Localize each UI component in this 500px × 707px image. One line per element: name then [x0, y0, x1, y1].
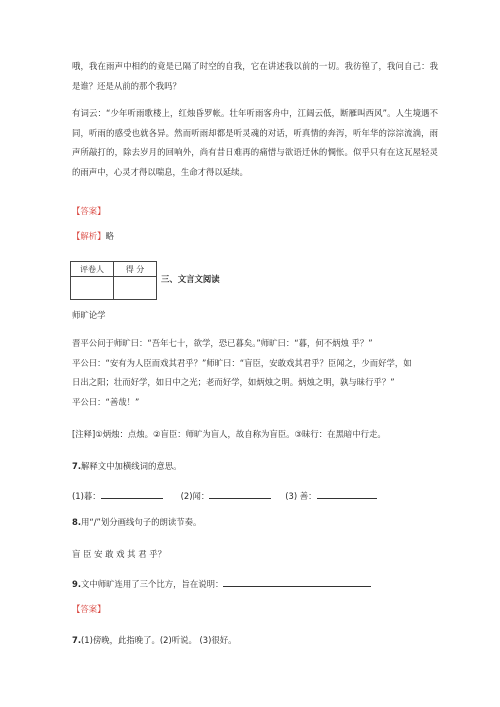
question-8-sentence: 盲 臣 安 敢 戏 其 君 乎？ — [72, 549, 167, 559]
q7-item-1-blank[interactable] — [101, 490, 163, 499]
q7-item-3-label: (3) 善： — [285, 491, 317, 501]
analysis-text: 略 — [105, 231, 114, 241]
classical-line-4: 平公曰：“善哉！” — [72, 397, 140, 407]
notes-line: [注释]①炳烛：点烛。②盲臣：师旷为盲人，故自称为盲臣。③昧行：在黑暗中行走。 — [72, 429, 386, 439]
question-9-blank[interactable] — [223, 578, 371, 587]
question-7 — [72, 461, 182, 472]
answer-label: 【答案】 — [72, 206, 106, 216]
section-title: 三、文言文阅读 — [161, 274, 220, 284]
q7-item-1-label: (1)暮： — [72, 491, 101, 501]
passage-paragraph-2: 有词云：“少年听雨歌楼上，红烛昏罗帐。壮年听雨客舟中，江阔云低，断雁叫西风”。人生境遇不同，听雨的感受也就各异。然而听雨却都是听灵魂的对话，听真情的奔泻，听年华的淙淙流淌，雨声所敲打的，除去岁月的回响外，尚有昔日难再的痛惜与欲语迁休的惆怅。似乎只有在这瓦屋轻灵的雨声中，心灵才得以喘息，生命才得以延续。 — [72, 108, 438, 177]
question-7-number: 7. — [72, 461, 82, 471]
score-table-score-cell — [114, 277, 157, 300]
analysis-label: 【解析】 — [72, 231, 106, 241]
classical-line-3: 日出之阳；壮而好学，如日中之光；老而好学，如炳烛之明。炳烛之明，孰与昧行乎？” — [72, 377, 395, 387]
question-7-items — [72, 490, 377, 502]
answer-7 — [72, 635, 237, 646]
q7-item-2-blank[interactable] — [209, 490, 271, 499]
question-8 — [72, 517, 201, 528]
question-8-text: 用“/”划分画线句子的朗读节奏。 — [81, 517, 202, 527]
q7-item-3-blank[interactable] — [317, 490, 377, 499]
classical-line-1: 晋平公问于师旷曰：“吾年七十，欲学，恐已暮矣。”师旷曰：“暮，何不炳烛 乎？” — [72, 338, 373, 348]
score-table — [70, 261, 157, 300]
analysis-line — [72, 231, 114, 242]
question-9-number: 9. — [72, 579, 82, 589]
text-title: 师旷论学 — [72, 310, 106, 320]
question-8-number: 8. — [72, 517, 82, 527]
q7-item-2-label: (2)闻： — [180, 491, 210, 501]
score-table-reviewer-cell — [71, 277, 114, 300]
question-9-text: 文中师旷连用了三个比方，旨在说明： — [81, 579, 224, 589]
classical-line-2: 平公曰：“安有为人臣而戏其君乎？”师旷曰：“盲臣，安敢戏其君乎？臣闻之，少而好学，如 — [72, 358, 412, 368]
answer-7-text: (1)傍晚，此指晚了。(2)听说。 (3)很好。 — [81, 635, 237, 645]
passage-paragraph-1: 哦，我在雨声中相约的竟是已隔了时空的自我，它在讲述我以前的一切。我彷徨了，我问自己：我是谁？还是从前的那个我吗？ — [72, 61, 438, 91]
score-table-reviewer-header: 评卷人 — [71, 262, 114, 277]
answer-7-number: 7. — [72, 635, 82, 645]
answer-label-2: 【答案】 — [72, 604, 106, 614]
score-table-score-header: 得 分 — [114, 262, 157, 277]
question-9 — [72, 578, 371, 590]
question-7-text: 解释文中加横线词的意思。 — [81, 461, 182, 471]
